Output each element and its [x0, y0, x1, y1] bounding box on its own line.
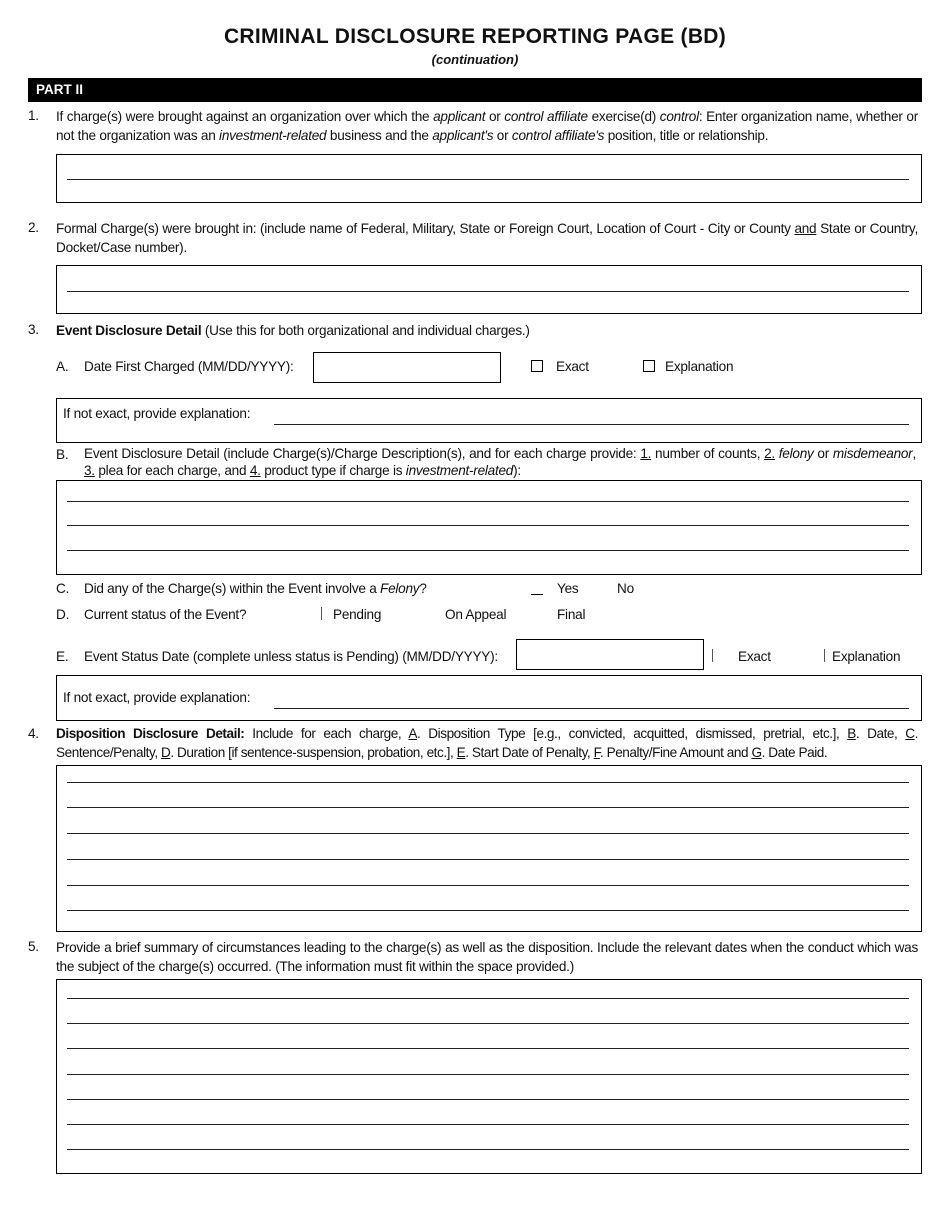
text-segment: or — [493, 127, 512, 143]
question-3-text — [56, 322, 918, 341]
explanation-prompt: If not exact, provide explanation: — [63, 690, 251, 705]
question-1-text — [56, 108, 918, 145]
text-segment: ): — [513, 462, 521, 478]
event-status-date-input[interactable] — [516, 639, 704, 670]
question-5-text — [56, 939, 918, 976]
item-number: 5. — [28, 939, 39, 954]
answer-line — [274, 424, 909, 425]
text-segment: F — [593, 744, 600, 760]
text-segment: felony — [778, 446, 814, 461]
answer-line — [67, 1048, 909, 1049]
explanation-label: Explanation — [832, 649, 901, 664]
text-segment: plea for each charge, and — [94, 462, 250, 478]
text-segment: . Date, — [855, 726, 906, 741]
text-segment: Disposition Disclosure Detail: — [56, 726, 245, 741]
text-segment: D — [161, 744, 171, 760]
answer-line — [67, 1149, 909, 1150]
answer-line — [67, 998, 909, 999]
on-appeal-option[interactable]: On Appeal — [445, 607, 507, 622]
text-segment: . Penalty/Fine Amount and — [599, 744, 752, 760]
page-title: CRIMINAL DISCLOSURE REPORTING PAGE (BD) — [223, 25, 727, 48]
text-segment: or — [485, 109, 505, 124]
date-first-charged-label: Date First Charged (MM/DD/YYYY): — [84, 359, 294, 374]
item-letter: A. — [56, 359, 69, 374]
text-segment: . Disposition Type [e.g., convicted, acquitted, dismissed, pretrial, etc.], — [417, 726, 848, 741]
answer-line — [274, 708, 909, 709]
explanation-prompt: If not exact, provide explanation: — [63, 406, 251, 421]
question-4-text — [56, 725, 918, 762]
text-segment: applicant — [433, 109, 486, 124]
item-number: 2. — [28, 220, 39, 235]
item-number: 3. — [28, 322, 39, 337]
text-segment: or — [813, 446, 833, 461]
yes-checkbox[interactable] — [531, 594, 543, 595]
text-segment: investment-related — [219, 127, 327, 143]
text-segment: . Date Paid. — [761, 744, 828, 760]
text-segment: Formal Charge(s) were brought in: (include name of Federal, Military, State or Foreign Court, Location of Court - City or County — [56, 221, 795, 236]
answer-line — [67, 833, 909, 834]
text-segment: product type if charge is — [260, 462, 406, 478]
answer-line — [67, 179, 909, 180]
court-field[interactable] — [56, 265, 922, 314]
part-header: PART II — [28, 78, 922, 102]
disposition-field[interactable] — [56, 765, 922, 932]
no-label[interactable]: No — [617, 581, 634, 596]
text-segment: . Start Date of Penalty, — [465, 744, 594, 760]
exact-label: Exact — [556, 359, 589, 374]
text-segment: A — [408, 726, 418, 741]
answer-line — [67, 859, 909, 860]
text-segment: C — [905, 726, 915, 741]
text-segment: E — [456, 744, 466, 760]
text-segment: G — [751, 744, 762, 760]
item-number: 1. — [28, 108, 39, 123]
answer-line — [67, 1124, 909, 1125]
answer-line — [67, 291, 909, 292]
item-number: 4. — [28, 726, 39, 741]
text-segment: 4. — [249, 462, 261, 478]
question-2-text — [56, 220, 918, 257]
event-detail-field[interactable] — [56, 480, 922, 575]
pending-label: Pending — [333, 607, 382, 622]
text-segment: applicant's — [432, 127, 494, 143]
answer-line — [67, 910, 909, 911]
text-segment: control affiliate's — [511, 127, 605, 143]
text-segment: exercise(d) — [587, 109, 660, 124]
answer-line — [67, 885, 909, 886]
text-segment: . Sentence/Penalty, — [56, 726, 918, 760]
date-first-charged-input[interactable] — [313, 352, 501, 383]
exact-label: Exact — [738, 649, 771, 664]
text-segment: 2. — [764, 446, 775, 461]
text-segment: control affiliate — [504, 109, 588, 124]
text-segment: and — [794, 221, 817, 236]
text-segment: : Enter organization name, whether or not the organization was an — [56, 109, 919, 143]
answer-line — [67, 782, 909, 783]
text-segment: position, title or relationship. — [604, 127, 769, 143]
organization-field[interactable] — [56, 154, 922, 203]
text-segment: State or Country, Docket/Case number). — [56, 221, 918, 255]
status-date-explanation-field[interactable] — [56, 675, 922, 721]
explanation-checkbox[interactable] — [824, 649, 825, 662]
answer-line — [67, 550, 909, 551]
text-segment: . Duration [if sentence-suspension, probation, etc.], — [170, 744, 457, 760]
text-segment: Did any of the Charge(s) within the Event involve a — [84, 581, 381, 596]
text-segment: investment-related — [405, 462, 514, 478]
answer-line — [67, 501, 909, 502]
felony-question — [84, 580, 484, 599]
text-segment: B — [847, 726, 856, 741]
summary-field[interactable] — [56, 979, 922, 1174]
explanation-label: Explanation — [665, 359, 734, 374]
answer-line — [67, 1074, 909, 1075]
current-status-label: Current status of the Event? — [84, 607, 247, 622]
item-letter: C. — [56, 581, 70, 596]
yes-label: Yes — [557, 581, 579, 596]
item-letter: E. — [56, 649, 69, 664]
explanation-checkbox[interactable] — [643, 360, 655, 372]
answer-line — [67, 525, 909, 526]
item-letter: D. — [56, 607, 70, 622]
text-segment: (Use this for both organizational and individual charges.) — [201, 323, 530, 338]
answer-line — [67, 807, 909, 808]
date-charged-explanation-field[interactable] — [56, 398, 922, 443]
text-segment: , — [912, 446, 916, 461]
text-segment: 1. — [640, 446, 652, 461]
event-status-date-label: Event Status Date (complete unless status is Pending) (MM/DD/YYYY): — [84, 649, 498, 664]
event-detail-text — [84, 446, 916, 479]
text-segment: 3. — [84, 462, 95, 478]
text-segment: If charge(s) were brought against an organization over which the — [56, 109, 434, 124]
final-option[interactable]: Final — [557, 607, 586, 622]
pending-checkbox[interactable] — [321, 607, 322, 620]
text-segment: misdemeanor — [832, 446, 913, 461]
exact-checkbox[interactable] — [531, 360, 543, 372]
text-segment: Event Disclosure Detail (include Charge(s)/Charge Description(s), and for each charge provide: — [84, 446, 641, 461]
text-segment: control — [659, 109, 699, 124]
text-segment: ? — [419, 581, 427, 596]
answer-line — [67, 1099, 909, 1100]
text-segment: Provide a brief summary of circumstances leading to the charge(s) as well as the disposition. Include the relevant dates when the conduct which was the subject of the charge(s) occurred. (The information must fit within the space provided.) — [56, 940, 918, 974]
item-letter: B. — [56, 447, 69, 462]
page-subtitle: (continuation) — [431, 52, 519, 67]
text-segment: Felony — [380, 581, 420, 596]
text-segment: business and the — [326, 127, 433, 143]
text-segment: Include for each charge, — [244, 726, 409, 741]
answer-line — [67, 1023, 909, 1024]
text-segment: Event Disclosure Detail — [56, 323, 202, 338]
text-segment: number of counts, — [651, 446, 765, 461]
exact-checkbox[interactable] — [712, 649, 713, 662]
